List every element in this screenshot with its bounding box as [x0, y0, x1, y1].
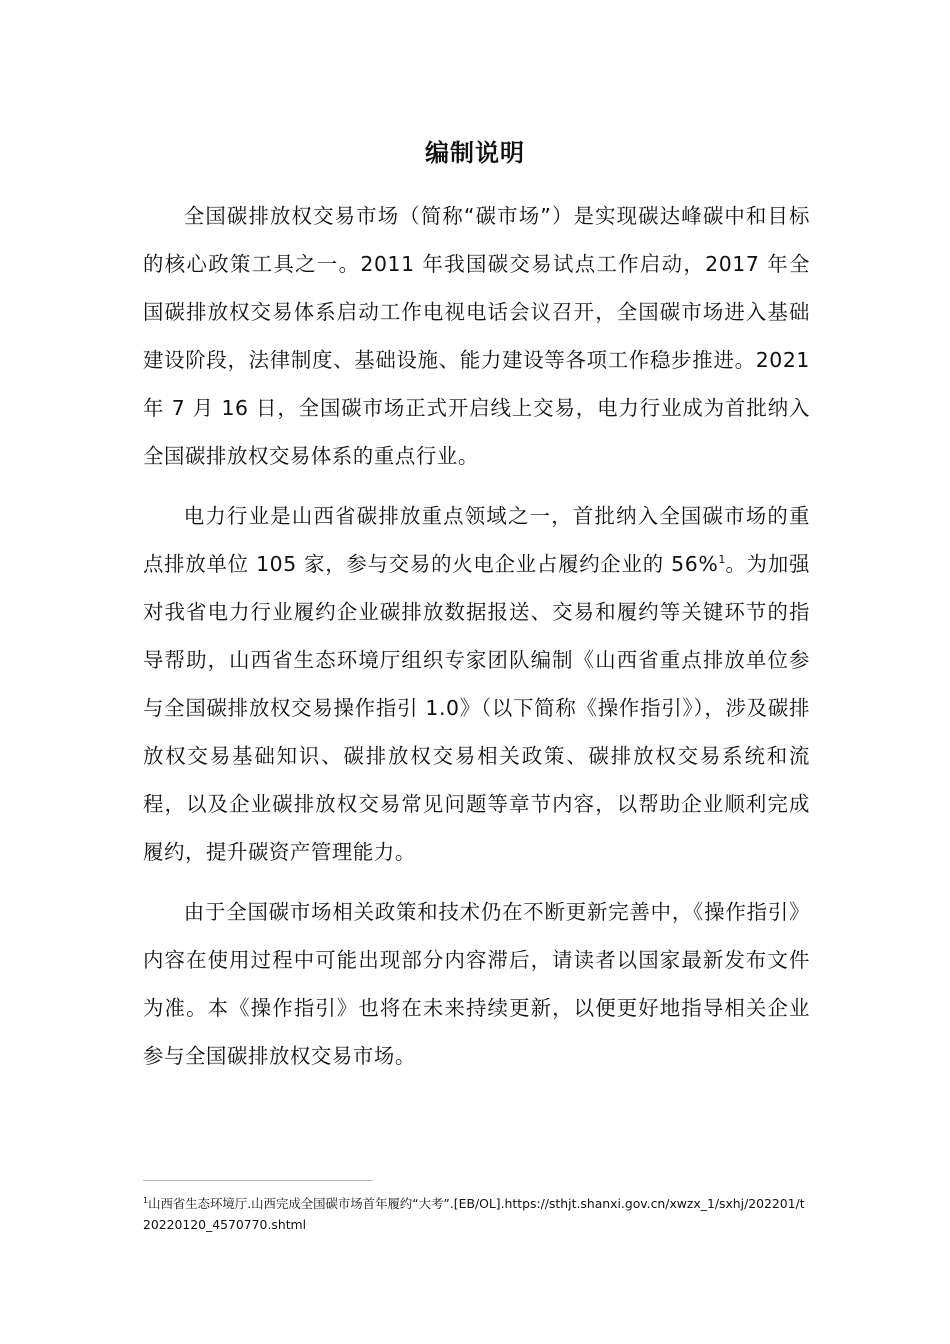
- footnote: [143, 1193, 810, 1235]
- footnote-reference[interactable]: 1: [718, 553, 726, 567]
- paragraph-2-part-2: 。为加强对我省电力行业履约企业碳排放数据报送、交易和履约等关键环节的指导帮助，山西省生态环境厅组织专家团队编制《山西省重点排放单位参与全国碳排放权交易操作指引 1.0》（以下简称《操作指引》），涉及碳排放权交易基础知识、碳排放权交易相关政策、碳排放权交易系统和流程，以及企业碳排放权交易常见问题等章节内容，以帮助企业顺利完成履约，提升碳资产管理能力。: [143, 552, 810, 864]
- footnote-divider: [143, 1180, 373, 1181]
- paragraph-3: 由于全国碳市场相关政策和技术仍在不断更新完善中，《操作指引》内容在使用过程中可能出现部分内容滞后，请读者以国家最新发布文件为准。本《操作指引》也将在未来持续更新，以便更好地指导相关企业参与全国碳排放权交易市场。: [143, 900, 810, 1068]
- body-text: [143, 192, 810, 1080]
- paragraph-2-part-1: 电力行业是山西省碳排放重点领域之一，首批纳入全国碳市场的重点排放单位 105 家，参与交易的火电企业占履约企业的 56%: [143, 504, 810, 576]
- footnote-mark: 1: [143, 1195, 149, 1205]
- footnote-text[interactable]: 山西省生态环境厅.山西完成全国碳市场首年履约“大考”.[EB/OL].https://sthjt.shanxi.gov.cn/xwzx_1/sxhj/202201/t20220120_4570770.shtml: [143, 1196, 805, 1232]
- page-title: 编制说明: [425, 139, 525, 167]
- paragraph-1: 全国碳排放权交易市场（简称“碳市场”）是实现碳达峰碳中和目标的核心政策工具之一。2011 年我国碳交易试点工作启动，2017 年全国碳排放权交易体系启动工作电视电话会议召开，全国碳市场进入基础建设阶段，法律制度、基础设施、能力建设等各项工作稳步推进。2021 年 7 月 16 日，全国碳市场正式开启线上交易，电力行业成为首批纳入全国碳排放权交易体系的重点行业。: [143, 204, 810, 468]
- paragraph-2: [143, 492, 810, 876]
